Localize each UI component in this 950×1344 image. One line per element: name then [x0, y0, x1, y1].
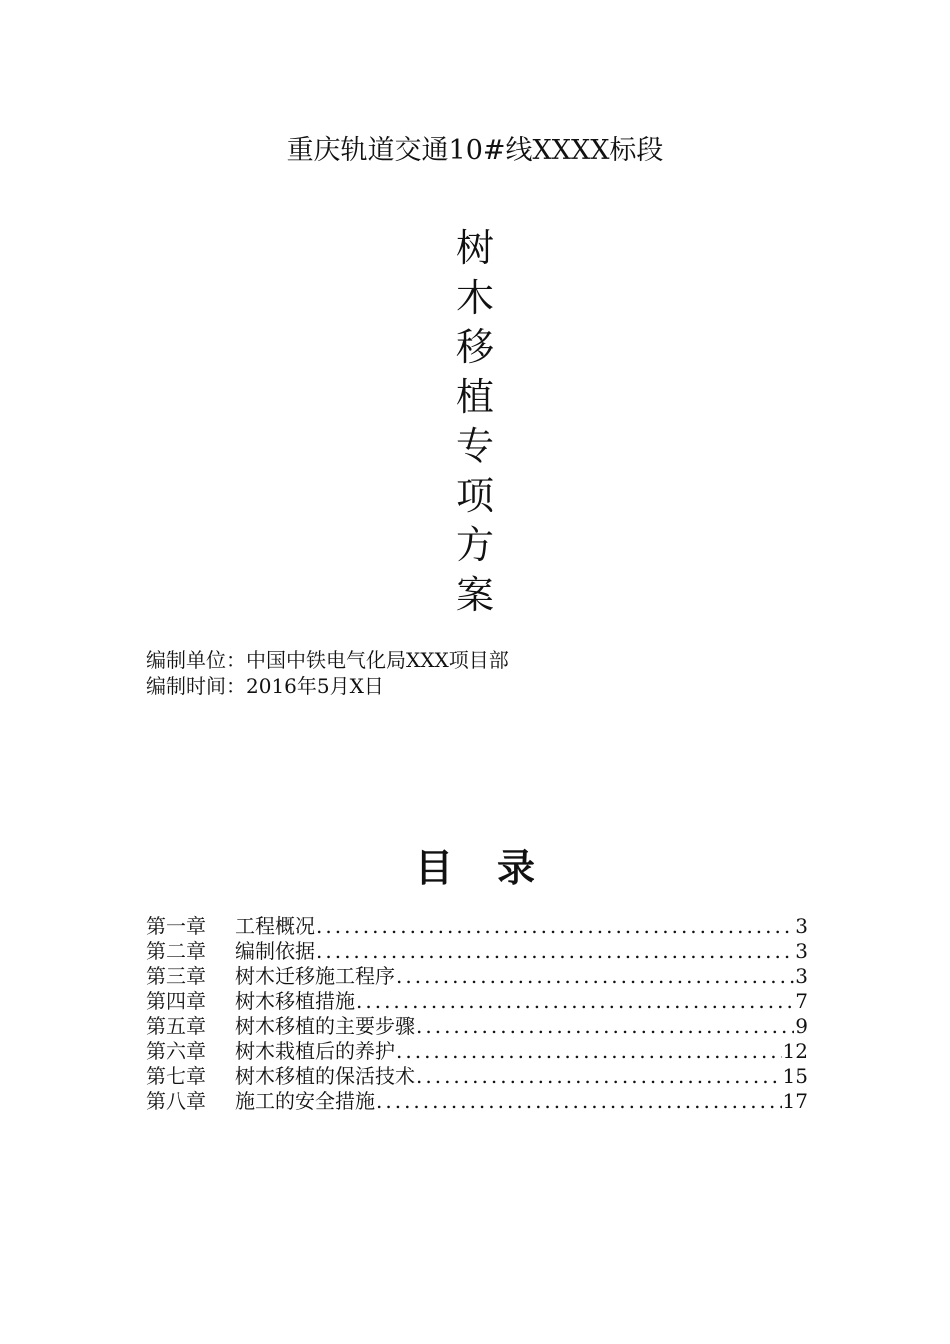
toc-chapter: 第六章 [146, 1039, 206, 1063]
document-title-char: 案 [455, 572, 494, 617]
toc-chapter: 第四章 [146, 989, 206, 1013]
project-title: 重庆轨道交通10#线XXXX标段 [286, 135, 664, 166]
document-title [0, 224, 950, 620]
toc-title: 树木栽植后的养护 [235, 1039, 395, 1063]
compiling-date: 编制时间：2016年5月X日 [146, 674, 384, 698]
compiling-unit: 编制单位：中国中铁电气化局XXX项目部 [146, 648, 509, 672]
toc-heading-right: 录 [497, 845, 536, 890]
toc-leader-dots [316, 914, 794, 939]
toc-heading [0, 843, 950, 893]
toc-entry[interactable] [146, 989, 808, 1014]
document-title-char: 项 [455, 473, 494, 518]
toc-chapter: 第一章 [146, 914, 206, 938]
toc-entry[interactable] [146, 1064, 808, 1089]
toc-chapter: 第三章 [146, 964, 206, 988]
toc-page-number: 3 [795, 964, 808, 988]
toc-title: 树木移植措施 [235, 989, 355, 1013]
document-title-char: 植 [455, 374, 494, 419]
toc-leader-dots [376, 1089, 782, 1114]
document-title-char: 树 [455, 226, 494, 270]
toc-entry[interactable] [146, 914, 808, 939]
toc-page-number: 3 [795, 914, 808, 938]
toc-entry[interactable] [146, 1089, 808, 1114]
document-title-char: 木 [455, 275, 494, 320]
toc-page-number: 17 [782, 1089, 808, 1113]
document-title-char: 移 [455, 325, 494, 369]
toc-page-number: 15 [782, 1064, 808, 1088]
toc-title: 树木移植的主要步骤 [235, 1014, 415, 1038]
toc-page-number: 3 [795, 939, 808, 963]
toc-entry[interactable] [146, 1039, 808, 1064]
table-of-contents [146, 914, 808, 1114]
toc-leader-dots [396, 1039, 782, 1064]
toc-entry[interactable] [146, 1014, 808, 1039]
toc-title: 施工的安全措施 [235, 1089, 375, 1113]
toc-leader-dots [416, 1064, 782, 1089]
document-title-char: 方 [455, 523, 494, 567]
document-meta [146, 647, 509, 699]
toc-leader-dots [416, 1014, 794, 1039]
document-title-char: 专 [455, 424, 494, 468]
toc-title: 工程概况 [235, 914, 315, 938]
toc-entry[interactable] [146, 964, 808, 989]
toc-chapter: 第七章 [146, 1064, 206, 1088]
toc-leader-dots [316, 939, 794, 964]
toc-title: 树木移植的保活技术 [235, 1064, 415, 1088]
toc-title: 树木迁移施工程序 [235, 964, 395, 988]
toc-leader-dots [356, 989, 794, 1014]
toc-heading-left: 目 [414, 845, 453, 890]
toc-leader-dots [396, 964, 794, 989]
toc-chapter: 第八章 [146, 1089, 206, 1113]
toc-page-number: 9 [795, 1014, 808, 1038]
toc-chapter: 第二章 [146, 939, 206, 963]
toc-chapter: 第五章 [146, 1014, 206, 1038]
toc-entry[interactable] [146, 939, 808, 964]
toc-page-number: 7 [795, 989, 808, 1013]
toc-title: 编制依据 [235, 939, 315, 963]
toc-page-number: 12 [782, 1039, 808, 1063]
